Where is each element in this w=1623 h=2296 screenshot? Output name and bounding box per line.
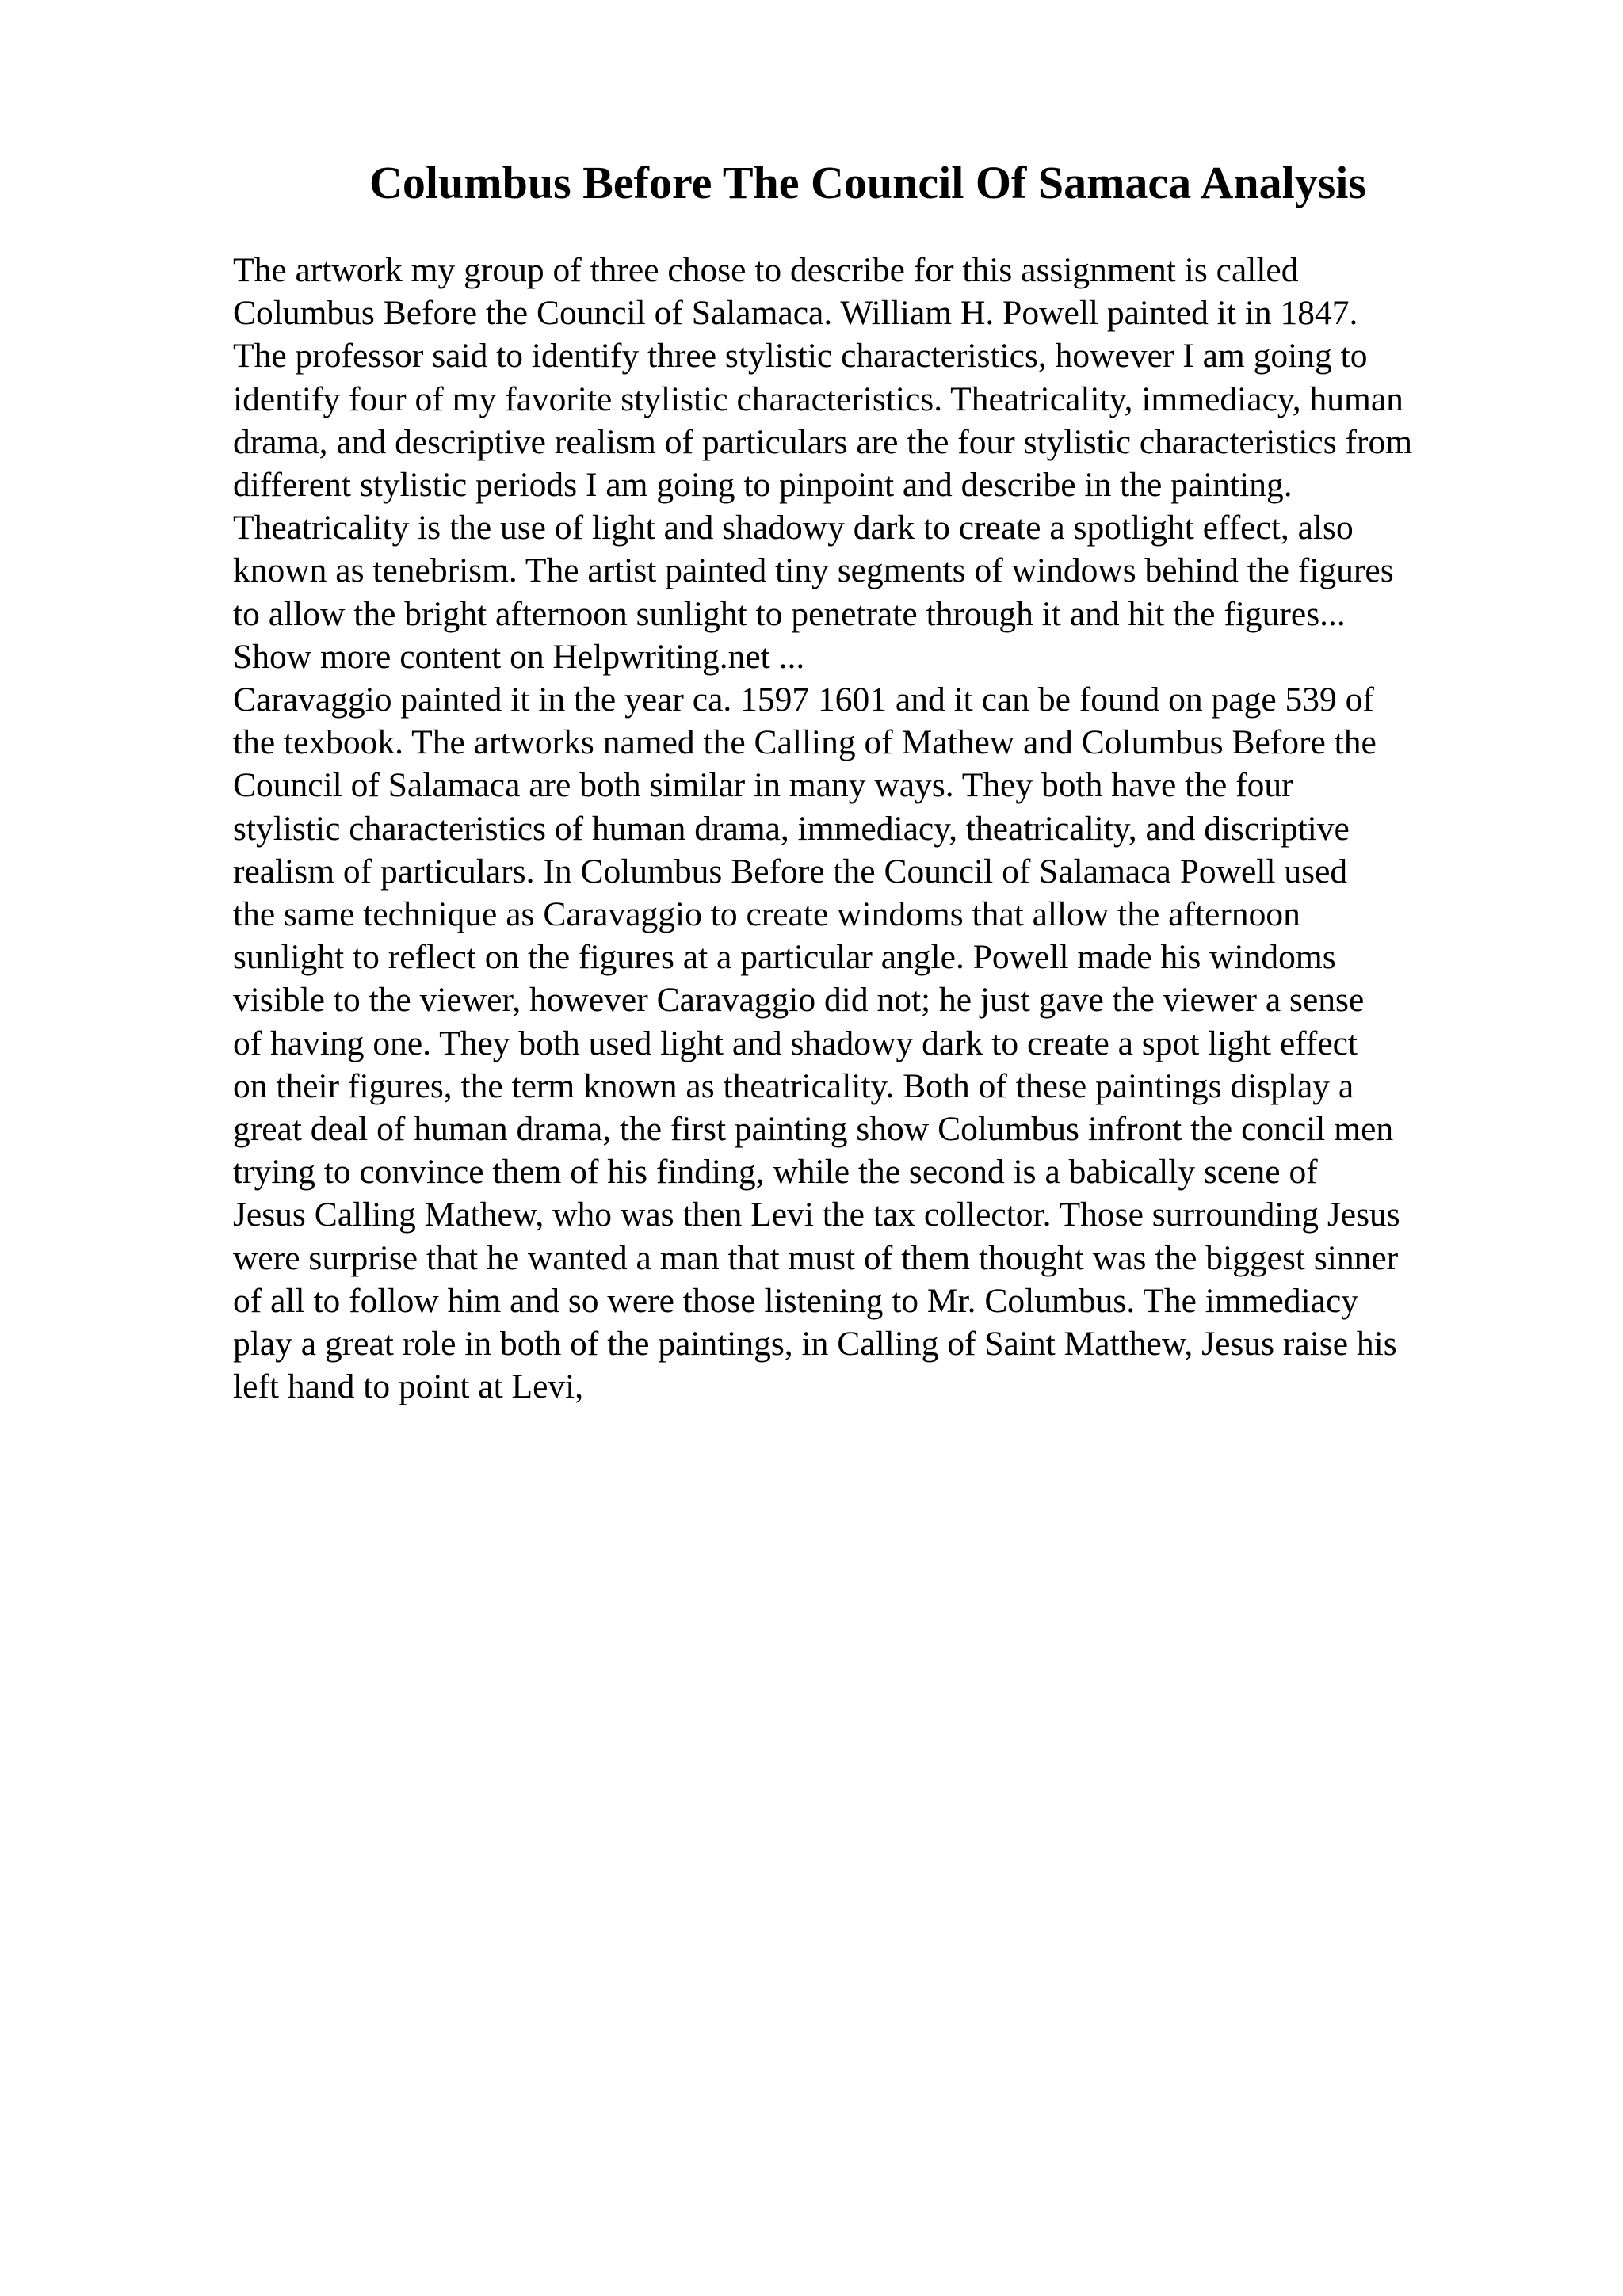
body-line: of having one. They both used light and shadowy dark to create a spot light effect <box>233 1024 1358 1062</box>
body-line: visible to the viewer, however Caravaggio did not; he just gave the viewer a sense <box>233 981 1365 1020</box>
body-line: great deal of human drama, the first painting show Columbus infront the concil men <box>233 1110 1394 1149</box>
body-line: Theatricality is the use of light and shadowy dark to create a spotlight effect, also <box>233 509 1354 547</box>
show-more-line: Show more content on Helpwriting.net ... <box>233 637 805 676</box>
body-line: left hand to point at Levi, <box>233 1367 584 1406</box>
document-title: Columbus Before The Council Of Samaca Analysis <box>369 157 1366 208</box>
body-line: The artwork my group of three chose to describe for this assignment is called <box>233 251 1299 289</box>
body-line: Council of Salamaca are both similar in many ways. They both have the four <box>233 766 1293 805</box>
body-line: on their figures, the term known as theatricality. Both of these paintings display a <box>233 1066 1354 1105</box>
body-line: to allow the bright afternoon sunlight to penetrate through it and hit the figures... <box>233 594 1346 633</box>
body-line: The professor said to identify three stylistic characteristics, however I am going to <box>233 337 1368 376</box>
body-line: Columbus Before the Council of Salamaca. William H. Powell painted it in 1847. <box>233 294 1358 333</box>
body-line: the same technique as Caravaggio to create windoms that allow the afternoon <box>233 895 1300 934</box>
body-line: drama, and descriptive realism of particulars are the four stylistic characteristics from <box>233 422 1413 461</box>
body-line: stylistic characteristics of human drama, immediacy, theatricality, and discriptive <box>233 809 1350 848</box>
document-body <box>233 249 1596 1408</box>
body-line: trying to convince them of his finding, while the second is a babically scene of <box>233 1153 1318 1192</box>
body-line: Caravaggio painted it in the year ca. 1597 1601 and it can be found on page 539 of <box>233 681 1374 719</box>
body-line: sunlight to reflect on the figures at a particular angle. Powell made his windoms <box>233 938 1336 977</box>
body-line: identify four of my favorite stylistic characteristics. Theatricality, immediacy, human <box>233 379 1403 418</box>
body-line: play a great role in both of the paintings, in Calling of Saint Matthew, Jesus raise his <box>233 1325 1397 1363</box>
body-line: known as tenebrism. The artist painted tiny segments of windows behind the figures <box>233 551 1394 590</box>
body-line: different stylistic periods I am going to pinpoint and describe in the painting. <box>233 466 1293 505</box>
body-line: Jesus Calling Mathew, who was then Levi the tax collector. Those surrounding Jesus <box>233 1196 1400 1234</box>
body-line: of all to follow him and so were those listening to Mr. Columbus. The immediacy <box>233 1281 1359 1320</box>
body-line: realism of particulars. In Columbus Before the Council of Salamaca Powell used <box>233 852 1348 891</box>
body-line: were surprise that he wanted a man that must of them thought was the biggest sinner <box>233 1238 1399 1277</box>
body-line: the texbook. The artworks named the Calling of Mathew and Columbus Before the <box>233 723 1377 762</box>
